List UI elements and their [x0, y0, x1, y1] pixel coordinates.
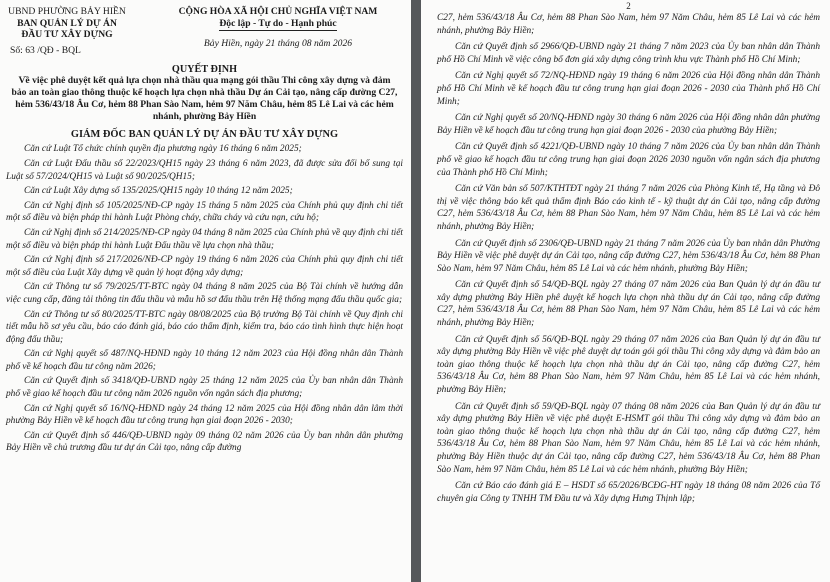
- document-number: Số: 63 /QĐ - BQL: [10, 44, 81, 56]
- legal-basis-paragraph: Căn cứ Nghị định số 217/2026/NĐ-CP ngày 19 tháng 6 năm 2026 của Chính phủ quy định chi tiết một số điều của Luật Xây dựng về quản lý hoạt động xây dựng;: [6, 255, 403, 278]
- place-and-date: Bảy Hiền, ngày 21 tháng 08 năm 2026: [203, 38, 353, 50]
- legal-basis-paragraph: Căn cứ Quyết định số 3418/QĐ-UBND ngày 25 tháng 12 năm 2025 của Ủy ban nhân dân Thành phố về giao kế hoạch đầu tư công năm 2026 nguồn vốn ngân sách địa phương;: [6, 376, 403, 400]
- document-header: [6, 6, 403, 56]
- legal-basis-paragraph: Căn cứ Nghị quyết số 487/NQ-HĐND ngày 10 tháng 12 năm 2023 của Hội đồng nhân dân Thành phố về kế hoạch đầu tư công năm 2026;: [6, 349, 403, 372]
- legal-basis-paragraph: Căn cứ Quyết định số 2306/QĐ-UBND ngày 21 tháng 7 năm 2026 của Ủy ban nhân dân Phường Bảy Hiền về việc phê duyệt dự án Cải tạo, nâng cấp đường C27, hẻm 536/43/18 Âu Cơ, hẻm 88 Phan Sào Nam, hẻm 97 Năm Châu, hẻm 85 Lê Lai và các hẻm nhánh, phường Bảy Hiền;: [437, 238, 820, 274]
- page-1[interactable]: [0, 0, 411, 582]
- nation-name: CỘNG HÒA XÃ HỘI CHỦ NGHĨA VIỆT NAM: [178, 6, 378, 17]
- national-header: [153, 6, 403, 56]
- legal-basis-paragraph: Căn cứ Nghị định số 105/2025/NĐ-CP ngày 15 tháng 5 năm 2025 của Chính phủ quy định chi tiết một số điều và biện pháp thi hành Luật Phòng cháy, chữa cháy và cứu nạn, cứu hộ;: [6, 200, 403, 224]
- legal-basis-paragraph: Căn cứ Quyết định số 56/QĐ-BQL ngày 29 tháng 07 năm 2026 của Ban Quản lý dự án đầu tư xây dựng phường Bảy Hiền về việc phê duyệt dự toán gói gói thầu Thi công xây dựng và đảm bảo an toàn giao thông thuộc kế hoạch lựa chọn nhà thầu dự án Cải tạo, nâng cấp đường C27, hẻm 536/43/18 Âu Cơ, hẻm 88 Phan Sào Nam, hẻm 97 Năm Châu, hẻm 85 Lê Lai và các hẻm nhánh, phường Bảy Hiền;: [437, 334, 820, 396]
- legal-basis-list-continued: [437, 12, 820, 505]
- agency-name-line2: ĐẦU TƯ XÂY DỰNG: [21, 29, 113, 41]
- national-motto: Độc lập - Tự do - Hạnh phúc: [219, 18, 336, 32]
- issuing-agency: [6, 6, 128, 56]
- legal-basis-paragraph: Căn cứ Thông tư số 80/2025/TT-BTC ngày 08/08/2025 của Bộ trưởng Bộ Tài chính về Quy định chi tiết mẫu hồ sơ yêu cầu, báo cáo đánh giá, báo cáo thẩm định, kiểm tra, báo cáo tình hình thực hiện hoạt động đấu thầu;: [6, 309, 403, 345]
- legal-basis-paragraph: Căn cứ Luật Xây dựng số 135/2025/QH15 ngày 10 tháng 12 năm 2025;: [24, 186, 293, 197]
- legal-basis-paragraph: Căn cứ Văn bản số 507/KTHTĐT ngày 21 tháng 7 năm 2026 của Phòng Kinh tế, Hạ tầng và Đô thị về việc thông báo kết quả thẩm định Báo cáo kinh tế - kỹ thuật dự án Cải tạo, nâng cấp đường C27, hẻm 536/43/18 Âu Cơ, hẻm 88 Phan Sào Nam, hẻm 97 Năm Châu, hẻm 85 Lê Lai và các hẻm nhánh, phường Bảy Hiền;: [437, 184, 820, 232]
- legal-basis-paragraph: Căn cứ Nghị định số 214/2025/NĐ-CP ngày 04 tháng 8 năm 2025 của Chính phủ về quy định chi tiết một số điều và biện pháp thi hành Luật Đấu thầu về lựa chọn nhà thầu;: [6, 227, 403, 251]
- page-gutter: [411, 0, 421, 582]
- document-subject: Về việc phê duyệt kết quả lựa chọn nhà thầu qua mạng gói thầu Thi công xây dựng và đảm bảo an toàn giao thông thuộc kế hoạch lựa chọn nhà thầu Dự án Cải tạo, nâng cấp đường C27, hẻm 536/43/18 Âu Cơ, hẻm 88 Phan Sào Nam, hẻm 97 Năm Châu, hẻm 85 Lê Lai và các hẻm nhánh, phường Bảy Hiền: [11, 75, 398, 123]
- page-2[interactable]: [421, 0, 830, 582]
- legal-basis-paragraph: Căn cứ Luật Tổ chức chính quyền địa phương ngày 16 tháng 6 năm 2025;: [24, 144, 302, 155]
- legal-basis-paragraph: Căn cứ Nghị quyết số 72/NQ-HĐND ngày 19 tháng 6 năm 2026 của Hội đồng nhân dân Thành phố Hồ Chí Minh về kế hoạch đầu tư công trung hạn giai đoạn 2026 - 2030 của Thành phố Hồ Chí Minh;: [437, 71, 820, 107]
- legal-basis-paragraph: Căn cứ Báo cáo đánh giá E – HSDT số 65/2026/BCĐG-HT ngày 18 tháng 08 năm 2026 của Tổ chuyên gia Công ty TNHH TM Đầu tư và Xây dựng Hưng Thịnh lập;: [437, 481, 820, 504]
- document-title: QUYẾT ĐỊNH: [171, 64, 238, 76]
- legal-basis-paragraph: Căn cứ Quyết định số 2966/QĐ-UBND ngày 21 tháng 7 năm 2023 của Ủy ban nhân dân Thành phố Hồ Chí Minh về việc công bố đơn giá xây dựng công trình khu vực Thành phố Hồ Chí Minh;: [437, 42, 820, 65]
- agency-parent: UBND PHƯỜNG BẢY HIỀN: [8, 6, 126, 17]
- legal-basis-paragraph: Căn cứ Nghị quyết số 16/NQ-HĐND ngày 24 tháng 12 năm 2025 của Hội đồng nhân dân lâm thời phường Bảy Hiền về kế hoạch đầu tư công trung hạn giai đoạn 2026 - 2030;: [6, 403, 403, 427]
- legal-basis-paragraph: Căn cứ Quyết định số 4221/QĐ-UBND ngày 10 tháng 7 năm 2026 của Ủy ban nhân dân Thành phố về giao kế hoạch đầu tư công trung hạn giai đoạn 2026 2030 nguồn vốn ngân sách địa phương của Thành phố Hồ Chí Minh;: [437, 142, 820, 178]
- legal-basis-paragraph: Căn cứ Quyết định số 446/QĐ-UBND ngày 09 tháng 02 năm 2026 của Ủy ban nhân dân phường Bảy Hiền về chủ trương đầu tư dự án Cải tạo, nâng cấp đường: [6, 430, 403, 454]
- legal-basis-paragraph: Căn cứ Luật Đấu thầu số 22/2023/QH15 ngày 23 tháng 6 năm 2023, đã được sửa đổi bổ sung tại Luật số 57/2024/QH15 và Luật số 90/2025/QH15;: [6, 158, 403, 182]
- legal-basis-paragraph: Căn cứ Quyết định số 59/QĐ-BQL ngày 07 tháng 08 năm 2026 của Ban Quản lý dự án đầu tư xây dựng phường Bảy Hiền về việc phê duyệt E-HSMT gói thầu Thi công xây dựng và đảm bảo an toàn giao thông thuộc kế hoạch lựa chọn nhà thầu dự án Cải tạo, nâng cấp đường C27, hẻm 536/43/18 Âu Cơ, hẻm 88 Phan Sào Nam, hẻm 97 Năm Châu, hẻm 85 Lê Lai và các hẻm nhánh, phường Bảy Hiền thuộc dự án Cải tạo, nâng cấp đường C27, hẻm 536/43/18 Âu Cơ, hẻm 88 Phan Sào Nam, hẻm 97 Năm Châu, hẻm 85 Lê Lai và các hẻm nhánh, phường Bảy Hiền;: [437, 401, 820, 475]
- page-number: 2: [626, 1, 631, 11]
- legal-basis-paragraph: C27, hẻm 536/43/18 Âu Cơ, hẻm 88 Phan Sào Nam, hẻm 97 Năm Châu, hẻm 85 Lê Lai và các hẻm nhánh, phường Bảy Hiền;: [437, 13, 820, 36]
- issuer-title: GIÁM ĐỐC BAN QUẢN LÝ DỰ ÁN ĐẦU TƯ XÂY DỰNG: [70, 129, 339, 141]
- legal-basis-paragraph: Căn cứ Thông tư số 79/2025/TT-BTC ngày 04 tháng 8 năm 2025 của Bộ Tài chính về hướng dẫn việc cung cấp, đăng tải thông tin đấu thầu và mẫu hồ sơ đấu thầu trên Hệ thống mạng đấu thầu quốc gia;: [6, 282, 403, 305]
- legal-basis-paragraph: Căn cứ Nghị quyết số 20/NQ-HĐND ngày 30 tháng 6 năm 2026 của Hội đồng nhân dân phường Bảy Hiền về kế hoạch đầu tư công trung hạn giai đoạn 2026 - 2030 của phường Bảy Hiền;: [437, 113, 820, 136]
- legal-basis-list: [6, 143, 403, 455]
- legal-basis-paragraph: Căn cứ Quyết định số 54/QĐ-BQL ngày 27 tháng 07 năm 2026 của Ban Quản lý dự án đầu tư xây dựng phường Bảy Hiền phê duyệt kế hoạch lựa chọn nhà thầu dự án Cải tạo, nâng cấp đường C27, hẻm 536/43/18 Âu Cơ, hẻm 88 Phan Sào Nam, hẻm 97 Năm Châu, hẻm 85 Lê Lai và các hẻm nhánh, phường Bảy Hiền;: [437, 280, 820, 329]
- agency-name-line1: BAN QUẢN LÝ DỰ ÁN: [17, 17, 117, 29]
